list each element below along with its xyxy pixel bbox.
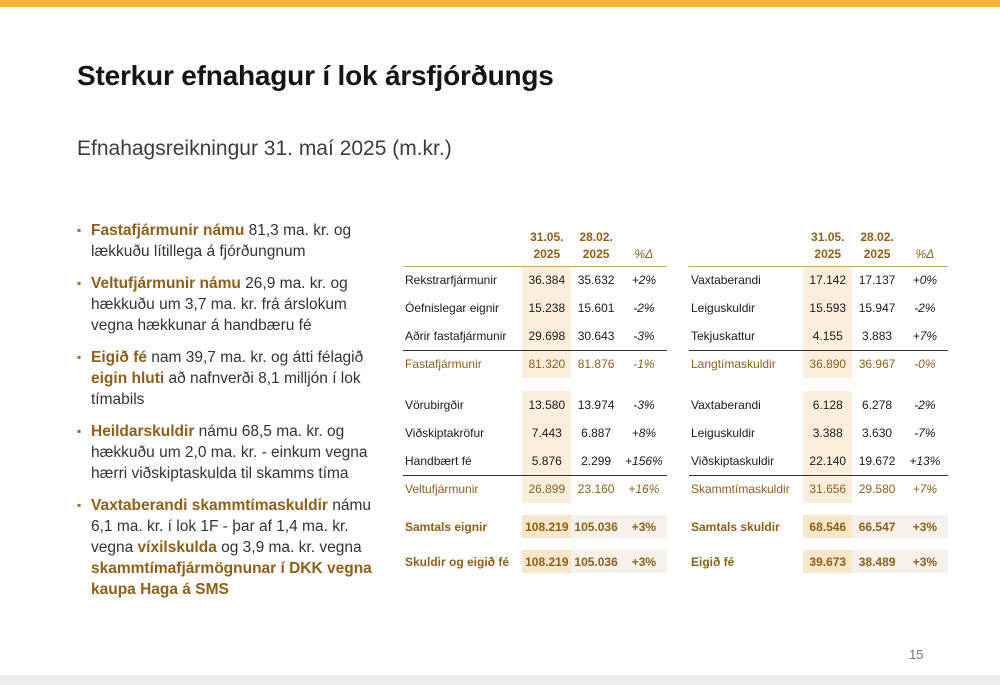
slide-title: Sterkur efnahagur í lok ársfjórðungs xyxy=(77,60,554,91)
assets-table xyxy=(403,226,667,573)
page-number: 15 xyxy=(909,647,924,662)
bullet-item: ▪ Heildarskuldir námu 68,5 ma. kr. og hækkuðu um 2,0 ma. kr. - einkum vegna hærri viðskiptaskulda til skamms tíma xyxy=(77,423,368,482)
bullet-item: ▪ Vaxtaberandi skammtímaskuldir námu 6,1 ma. kr. í lok 1F - þar af 1,4 ma. kr. vegna víxilskulda og 3,9 ma. kr. vegna skammtímafjármögnunar í DKK vegna kaupa Haga á SMS xyxy=(77,497,372,598)
total-row: Samtals skuldir 68.546 66.547 +3% xyxy=(689,515,948,538)
bullet-marker-icon: ▪ xyxy=(77,276,82,290)
table-header-row xyxy=(689,226,948,266)
bullet-list xyxy=(77,220,377,611)
table-row: Viðskiptakröfur 7.443 6.887 +8% xyxy=(403,419,667,447)
table-row: Leiguskuldir 15.593 15.947 -2% xyxy=(689,294,948,322)
col-header-current: 31.05. 2025 xyxy=(811,229,845,261)
bullet-marker-icon: ▪ xyxy=(77,424,82,438)
total-row: Skuldir og eigið fé 108.219 105.036 +3% xyxy=(403,550,667,573)
subtotal-row: Skammtímaskuldir 31.656 29.580 +7% xyxy=(689,475,948,503)
bullet-marker-icon: ▪ xyxy=(77,350,82,364)
bullet-marker-icon: ▪ xyxy=(77,223,82,237)
table-row: Vaxtaberandi 17.142 17.137 +0% xyxy=(689,266,948,294)
subtotal-row: Veltufjármunir 26.899 23.160 +16% xyxy=(403,475,667,503)
total-row: Samtals eignir 108.219 105.036 +3% xyxy=(403,515,667,538)
col-header-current: 31.05. 2025 xyxy=(530,229,564,261)
table-row: Handbært fé 5.876 2.299 +156% xyxy=(403,447,667,475)
bullet-item: ▪ Veltufjármunir námu 26,9 ma. kr. og hækkuðu um 3,7 ma. kr. frá árslokum vegna hækkunar á handbæru fé xyxy=(77,275,348,334)
table-row: Óefnislegar eignir 15.238 15.601 -2% xyxy=(403,294,667,322)
bullet-marker-icon: ▪ xyxy=(77,498,82,512)
table-row: Rekstrarfjármunir 36.384 35.632 +2% xyxy=(403,266,667,294)
col-header-change: %Δ xyxy=(634,246,654,261)
table-row: Aðrir fastafjármunir 29.698 30.643 -3% xyxy=(403,322,667,350)
subtotal-row: Langtímaskuldir 36.890 36.967 -0% xyxy=(689,350,948,378)
col-header-change: %Δ xyxy=(915,246,935,261)
bullet-item: ▪ Fastafjármunir námu 81,3 ma. kr. og lækkuðu lítillega á fjórðungnum xyxy=(77,222,352,260)
table-header-row xyxy=(403,226,667,266)
top-accent-bar xyxy=(0,0,1000,7)
bottom-footer-bar xyxy=(0,675,1000,685)
subtotal-row: Fastafjármunir 81.320 81.876 -1% xyxy=(403,350,667,378)
table-row: Viðskiptaskuldir 22.140 19.672 +13% xyxy=(689,447,948,475)
liabilities-table xyxy=(689,226,948,573)
table-row: Leiguskuldir 3.388 3.630 -7% xyxy=(689,419,948,447)
slide-subtitle: Efnahagsreikningur 31. maí 2025 (m.kr.) xyxy=(77,137,452,160)
table-row: Vörubirgðir 13.580 13.974 -3% xyxy=(403,391,667,419)
bullet-item: ▪ Eigið fé nam 39,7 ma. kr. og átti félagið eigin hluti að nafnverði 8,1 milljón í lok tímabils xyxy=(77,349,364,408)
col-header-prior: 28.02. 2025 xyxy=(860,229,894,261)
table-row: Tekjuskattur 4.155 3.883 +7% xyxy=(689,322,948,350)
col-header-prior: 28.02. 2025 xyxy=(579,229,613,261)
table-row: Vaxtaberandi 6.128 6.278 -2% xyxy=(689,391,948,419)
total-row: Eigið fé 39.673 38.489 +3% xyxy=(689,550,948,573)
